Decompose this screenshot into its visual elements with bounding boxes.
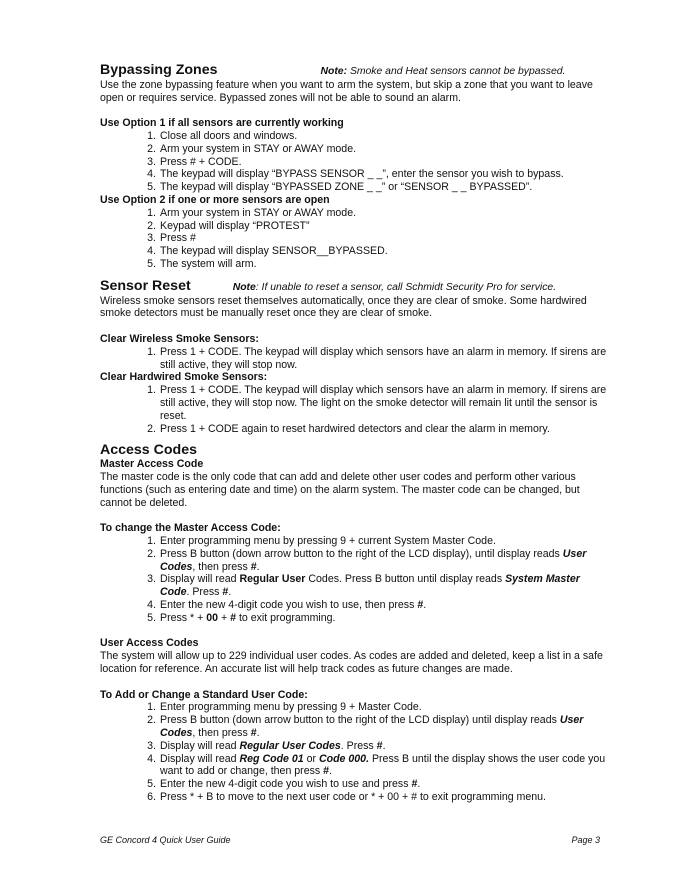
add-user-list [100,701,608,803]
bypass-note-text: Smoke and Heat sensors cannot be bypassed. [349,66,566,77]
bypass-note-label: Note: [320,66,348,77]
reset-heading-row [100,278,608,295]
list-item: 5. Enter the new 4-digit code you wish to use and press #. [147,778,421,791]
bypass-option2-list [100,207,608,271]
reset-hardwired-title: Clear Hardwired Smoke Sensors: [100,371,268,384]
reset-note-text: : If unable to reset a sensor, call Schmidt Security Pro for service. [255,281,557,293]
list-item: 1. Enter programming menu by pressing 9 + current System Master Code. [147,535,496,548]
reset-note [233,282,556,295]
list-item: 5. The system will arm. [147,257,257,270]
reset-wireless-list [100,346,608,372]
bypass-option1-title: Use Option 1 if all sensors are currently working [100,117,344,130]
change-master-list [100,535,608,625]
list-item: 5. Press * + 00 + # to exit programming. [147,611,336,624]
list-item: 4. The keypad will display SENSOR__BYPASSED. [147,245,388,258]
list-item: 1. Close all doors and windows. [147,129,298,142]
bypass-heading-row [100,62,608,79]
list-item: 3. Display will read Regular User Codes. Press #. [147,739,386,752]
access-title: Access Codes [100,442,197,459]
master-intro: The master code is the only code that can add and delete other user codes and perform other various functions (such as entering date and time) on the alarm system. The master code can be changed, but cannot be deleted. [100,471,580,509]
bypass-title: Bypassing Zones [100,62,218,78]
list-item: 2. Keypad will display “PROTEST” [147,219,310,232]
list-item: 2. Press B button (down arrow button to the right of the LCD display) until display reads User Codes, then press #. [147,714,584,740]
reset-wireless-title: Clear Wireless Smoke Sensors: [100,332,259,345]
list-item: 2. Arm your system in STAY or AWAY mode. [147,142,357,155]
reset-title: Sensor Reset [100,277,191,294]
list-item: 6. Press * + B to move to the next user code or * + 00 + # to exit programming menu. [147,791,546,804]
list-item: 4. The keypad will display “BYPASS SENSOR _ _”, enter the sensor you wish to bypass. [147,168,564,181]
user-codes-title: User Access Codes [100,637,199,650]
add-user-title: To Add or Change a Standard User Code: [100,688,308,701]
list-item: 1. Press 1 + CODE. The keypad will display which sensors have an alarm in memory. If sirens are still active, they will stop now. [147,345,607,371]
list-item: 3. Press # [147,232,196,245]
list-item: 2. Press B button (down arrow button to the right of the LCD display), until display reads User Codes, then press #. [147,547,587,573]
list-item: 2. Press 1 + CODE again to reset hardwired detectors and clear the alarm in memory. [147,422,550,435]
footer-title: GE Concord 4 Quick User Guide [100,835,231,845]
bypass-option1-list [100,130,608,194]
page-footer [100,834,600,847]
document-page [100,62,608,804]
user-codes-intro: The system will allow up to 229 individual user codes. As codes are added and deleted, keep a list in a safe location for reference. An accurate list will help track codes as future changes are made. [100,650,603,676]
list-item: 1. Enter programming menu by pressing 9 + Master Code. [147,701,422,714]
bypass-option2-title: Use Option 2 if one or more sensors are open [100,193,330,206]
bypass-intro: Use the zone bypassing feature when you want to arm the system, but skip a zone that you want to leave open or requires service. Bypassed zones will not be able to sound an alarm. [100,78,593,104]
reset-hardwired-list [100,384,608,435]
reset-intro: Wireless smoke sensors reset themselves automatically, once they are clear of smoke. Some hardwired smoke detectors must be manually reset once they are clear of smoke. [100,294,587,320]
list-item: 1. Press 1 + CODE. The keypad will display which sensors have an alarm in memory. If sirens are still active, they will stop now. The light on the smoke detector will remain lit until the sensor is reset. [147,384,607,422]
list-item: 5. The keypad will display “BYPASSED ZONE _ _” or “SENSOR _ _ BYPASSED”. [147,181,533,194]
master-title: Master Access Code [100,458,204,471]
page-number: Page 3 [571,835,600,845]
list-item: 3. Press # + CODE. [147,155,242,168]
change-master-title: To change the Master Access Code: [100,522,281,535]
list-item: 4. Display will read Reg Code 01 or Code 000. Press B until the display shows the user code you want to add or change, then press #. [147,752,606,778]
reset-note-label: Note [232,281,256,293]
list-item: 1. Arm your system in STAY or AWAY mode. [147,206,357,219]
list-item: 3. Display will read Regular User Codes. Press B button until display reads System Master Code. Press #. [147,573,580,599]
bypass-note [320,66,565,79]
list-item: 4. Enter the new 4-digit code you wish to use, then press #. [147,599,427,612]
